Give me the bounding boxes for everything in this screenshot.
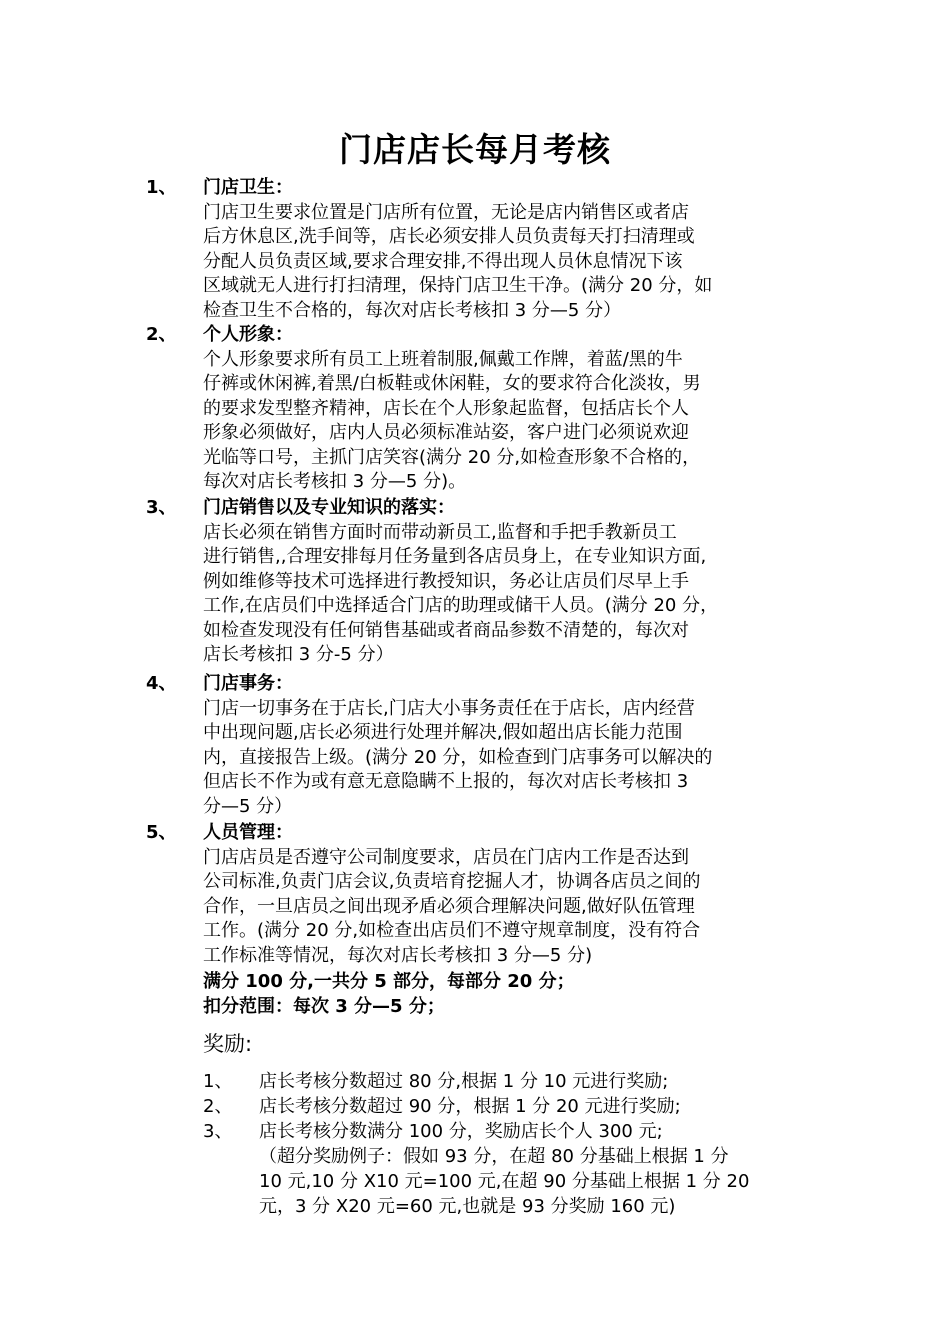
body-line: 店长必须在销售方面时而带动新员工,监督和手把手教新员工 bbox=[203, 521, 677, 543]
reward-example-line: （超分奖励例子：假如 93 分，在超 80 分基础上根据 1 分 bbox=[259, 1146, 729, 1167]
section-number: 2、 bbox=[146, 324, 177, 345]
reward-example-line: 10 元,10 分 X10 元=100 元,在超 90 分基础上根据 1 分 20 bbox=[259, 1171, 750, 1192]
section-heading: 人员管理： bbox=[203, 822, 293, 843]
body-line: 中出现问题,店长必须进行处理并解决,假如超出店长能力范围 bbox=[203, 722, 683, 743]
summary-total: 满分 100 分,一共分 5 部分，每部分 20 分； bbox=[203, 971, 575, 992]
reward-example-line: 元，3 分 X20 元=60 元,也就是 93 分奖励 160 元) bbox=[259, 1196, 676, 1217]
body-line: 的要求发型整齐精神，店长在个人形象起监督，包括店长个人 bbox=[203, 397, 689, 419]
reward-item: 店长考核分数满分 100 分，奖励店长个人 300 元; bbox=[259, 1121, 663, 1142]
body-line: 内，直接报告上级。(满分 20 分，如检查到门店事务可以解决的 bbox=[203, 746, 713, 768]
section-heading: 门店事务： bbox=[203, 673, 293, 694]
section-body bbox=[203, 697, 818, 820]
body-line: 公司标准,负责门店会议,负责培育挖掘人才，协调各店员之间的 bbox=[203, 871, 701, 892]
body-line: 但店长不作为或有意无意隐瞒不上报的，每次对店长考核扣 3 bbox=[203, 771, 689, 792]
reward-item: 店长考核分数超过 80 分,根据 1 分 10 元进行奖励; bbox=[259, 1071, 669, 1092]
body-line: 店长考核扣 3 分-5 分） bbox=[203, 644, 394, 665]
body-line: 后方休息区,洗手间等，店长必须安排人员负责每天打扫清理或 bbox=[203, 226, 695, 247]
body-line: 门店一切事务在于店长,门店大小事务责任在于店长，店内经营 bbox=[203, 697, 695, 719]
body-line: 分配人员负责区域,要求合理安排,不得出现人员休息情况下该 bbox=[203, 250, 683, 272]
section-heading: 个人形象： bbox=[203, 324, 293, 345]
body-line: 分—5 分） bbox=[203, 795, 293, 817]
body-line: 工作。(满分 20 分,如检查出店员们不遵守规章制度，没有符合 bbox=[203, 920, 701, 941]
body-line: 每次对店长考核扣 3 分—5 分)。 bbox=[203, 471, 467, 492]
body-line: 区域就无人进行打扫清理，保持门店卫生干净。(满分 20 分，如 bbox=[203, 275, 713, 296]
body-line: 光临等口号，主抓门店笑容(满分 20 分,如检查形象不合格的， bbox=[203, 446, 701, 468]
reward-number: 1、 bbox=[203, 1071, 233, 1092]
reward-title: 奖励: bbox=[203, 1032, 253, 1056]
section-body bbox=[203, 348, 818, 495]
body-line: 仔裤或休闲裤,着黑/白板鞋或休闲鞋，女的要求符合化淡妆，男 bbox=[203, 373, 701, 394]
reward-item: 店长考核分数超过 90 分，根据 1 分 20 元进行奖励; bbox=[259, 1096, 681, 1117]
section-body bbox=[203, 201, 818, 324]
body-line: 合作，一旦店员之间出现矛盾必须合理解决问题,做好队伍管理 bbox=[203, 895, 695, 917]
section-body bbox=[203, 521, 818, 668]
section-number: 4、 bbox=[146, 673, 177, 694]
body-line: 例如维修等技术可选择进行教授知识，务必让店员们尽早上手 bbox=[203, 570, 689, 592]
body-line: 工作,在店员们中选择适合门店的助理或储干人员。(满分 20 分， bbox=[203, 595, 719, 616]
section-number: 5、 bbox=[146, 822, 177, 843]
document-title: 门店店长每月考核 bbox=[339, 130, 611, 169]
section-body bbox=[203, 846, 818, 969]
section-heading: 门店卫生： bbox=[203, 177, 293, 198]
section-number: 3、 bbox=[146, 497, 177, 518]
body-line: 工作标准等情况，每次对店长考核扣 3 分—5 分) bbox=[203, 944, 593, 966]
section-heading: 门店销售以及专业知识的落实： bbox=[203, 497, 455, 518]
body-line: 如检查发现没有任何销售基础或者商品参数不清楚的，每次对 bbox=[203, 619, 689, 641]
summary-deduction: 扣分范围：每次 3 分—5 分； bbox=[203, 996, 445, 1017]
body-line: 个人形象要求所有员工上班着制服,佩戴工作牌，着蓝/黑的牛 bbox=[203, 348, 683, 370]
body-line: 检查卫生不合格的，每次对店长考核扣 3 分—5 分） bbox=[203, 299, 622, 321]
reward-number: 2、 bbox=[203, 1096, 233, 1117]
body-line: 门店卫生要求位置是门店所有位置，无论是店内销售区或者店 bbox=[203, 201, 689, 223]
section-number: 1、 bbox=[146, 177, 177, 198]
body-line: 门店店员是否遵守公司制度要求，店员在门店内工作是否达到 bbox=[203, 846, 689, 868]
body-line: 进行销售,,合理安排每月任务量到各店员身上，在专业知识方面, bbox=[203, 546, 707, 567]
body-line: 形象必须做好，店内人员必须标准站姿，客户进门必须说欢迎 bbox=[203, 422, 689, 443]
reward-number: 3、 bbox=[203, 1121, 233, 1142]
